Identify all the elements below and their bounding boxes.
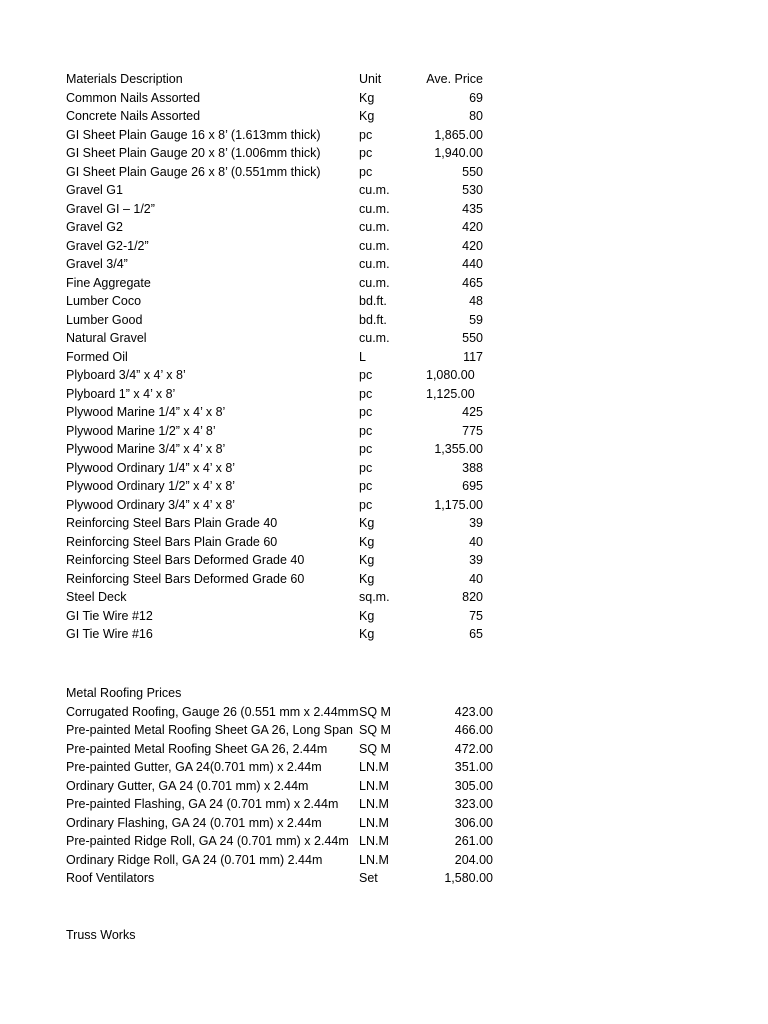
item-unit: LN.M — [359, 815, 389, 830]
item-unit: pc — [359, 423, 373, 438]
item-price: 1,865.00 — [434, 127, 483, 142]
item-price: 472.00 — [454, 741, 493, 756]
item-description: Pre-painted Ridge Roll, GA 24 (0.701 mm) x 2.44m — [66, 834, 349, 848]
item-unit: SQ M — [359, 723, 391, 737]
item-description: Plywood Ordinary 1/2” x 4’ x 8’ — [66, 479, 236, 493]
item-description: Ordinary Flashing, GA 24 (0.701 mm) x 2.44m — [66, 815, 322, 830]
table-row — [66, 181, 483, 200]
item-unit: pc — [359, 127, 373, 142]
table-row — [66, 440, 483, 459]
item-description: Pre-painted Flashing, GA 24 (0.701 mm) x 2.44m — [66, 797, 339, 811]
item-price: 306.00 — [454, 815, 493, 830]
table-row — [66, 385, 483, 404]
item-price: 39 — [469, 516, 483, 530]
table-row — [66, 274, 483, 293]
item-unit: cu.m. — [359, 220, 390, 234]
item-price: 1,580.00 — [444, 871, 493, 885]
item-unit: bd.ft. — [359, 312, 387, 327]
item-description: Plyboard 1” x 4’ x 8’ — [66, 386, 176, 401]
table-row — [66, 832, 493, 851]
item-description: Gravel G2-1/2” — [66, 238, 149, 253]
table-row — [66, 740, 493, 759]
item-price: 440 — [462, 257, 483, 271]
item-unit: pc — [359, 497, 373, 512]
table-row — [66, 625, 483, 644]
table-row — [66, 126, 483, 145]
header-price: Ave. Price — [426, 72, 483, 86]
item-description: Lumber Good — [66, 312, 143, 327]
truss-title-row — [66, 926, 506, 945]
roofing-title-row — [66, 684, 493, 703]
item-price: 1,355.00 — [434, 442, 483, 456]
item-price: 40 — [469, 571, 483, 586]
item-price: 435 — [462, 201, 483, 216]
table-row — [66, 107, 483, 126]
item-description: Pre-painted Metal Roofing Sheet GA 26, Long Span — [66, 723, 353, 737]
item-description: Ordinary Gutter, GA 24 (0.701 mm) x 2.44m — [66, 778, 309, 793]
materials-table — [66, 70, 483, 644]
item-unit: Kg — [359, 553, 375, 567]
item-description: Common Nails Assorted — [66, 90, 201, 105]
item-price: 80 — [469, 109, 483, 123]
item-price: 69 — [469, 90, 483, 105]
table-row — [66, 533, 483, 552]
item-unit: cu.m. — [359, 238, 390, 253]
item-description: Pre-painted Metal Roofing Sheet GA 26, 2.44m — [66, 741, 328, 756]
item-price: 48 — [469, 294, 483, 308]
item-description: Reinforcing Steel Bars Plain Grade 60 — [66, 534, 278, 549]
item-description: Fine Aggregate — [66, 275, 151, 290]
materials-header-row — [66, 70, 483, 89]
item-price: 465 — [462, 275, 483, 290]
table-row — [66, 200, 483, 219]
item-price: 65 — [469, 627, 483, 641]
item-unit: Kg — [359, 534, 375, 549]
item-description: GI Tie Wire #12 — [66, 608, 153, 623]
item-price: 39 — [469, 553, 483, 567]
item-description: Plywood Ordinary 3/4” x 4’ x 8’ — [66, 497, 236, 512]
table-row — [66, 851, 493, 870]
table-row — [66, 89, 483, 108]
table-row — [66, 777, 493, 796]
item-price: 75 — [469, 608, 483, 623]
item-description: GI Sheet Plain Gauge 16 x 8’ (1.613mm thick) — [66, 127, 321, 142]
item-price: 305.00 — [454, 778, 493, 793]
item-unit: cu.m. — [359, 201, 390, 216]
item-description: Plyboard 3/4” x 4’ x 8’ — [66, 368, 186, 382]
item-unit: pc — [359, 386, 373, 401]
item-unit: Kg — [359, 109, 375, 123]
table-row — [66, 814, 493, 833]
item-unit: pc — [359, 442, 373, 456]
item-unit: pc — [359, 405, 373, 419]
item-description: Reinforcing Steel Bars Deformed Grade 40 — [66, 553, 305, 567]
item-price: 423.00 — [454, 704, 493, 719]
item-price: 40 — [469, 534, 483, 549]
item-price: 466.00 — [454, 723, 493, 737]
table-row — [66, 255, 483, 274]
item-description: Gravel GI – 1/2” — [66, 201, 155, 216]
table-row — [66, 588, 483, 607]
item-description: Steel Deck — [66, 590, 127, 604]
item-description: Plywood Marine 3/4” x 4’ x 8’ — [66, 442, 226, 456]
table-row — [66, 422, 483, 441]
item-unit: Kg — [359, 90, 375, 105]
item-unit: bd.ft. — [359, 294, 387, 308]
item-unit: LN.M — [359, 778, 389, 793]
item-unit: pc — [359, 146, 373, 160]
table-row — [66, 703, 493, 722]
item-unit: LN.M — [359, 852, 389, 867]
item-description: Gravel G2 — [66, 220, 123, 234]
table-row — [66, 551, 483, 570]
table-row — [66, 163, 483, 182]
item-description: Gravel G1 — [66, 183, 123, 197]
roofing-rows — [66, 703, 493, 888]
table-row — [66, 348, 483, 367]
item-price: 425 — [462, 405, 483, 419]
table-row — [66, 329, 483, 348]
header-unit: Unit — [359, 72, 382, 86]
table-row — [66, 477, 483, 496]
item-price: 261.00 — [454, 834, 493, 848]
item-description: Concrete Nails Assorted — [66, 109, 201, 123]
item-unit: LN.M — [359, 797, 389, 811]
item-unit: pc — [359, 164, 373, 179]
item-unit: pc — [359, 460, 373, 475]
materials-rows — [66, 89, 483, 644]
item-description: GI Sheet Plain Gauge 20 x 8’ (1.006mm thick) — [66, 146, 321, 160]
table-row — [66, 514, 483, 533]
item-unit: Kg — [359, 608, 375, 623]
item-unit: pc — [359, 368, 373, 382]
item-unit: cu.m. — [359, 257, 390, 271]
item-description: Plywood Ordinary 1/4” x 4’ x 8’ — [66, 460, 236, 475]
truss-section — [66, 926, 506, 945]
item-description: Roof Ventilators — [66, 871, 155, 885]
item-unit: Kg — [359, 516, 375, 530]
item-price: 351.00 — [454, 760, 493, 774]
item-unit: Kg — [359, 627, 375, 641]
item-price: 1,175.00 — [434, 497, 483, 512]
roofing-title: Metal Roofing Prices — [66, 686, 182, 700]
truss-title: Truss Works — [66, 928, 136, 942]
item-description: Gravel 3/4” — [66, 257, 128, 271]
item-price: 420 — [462, 238, 483, 253]
item-price: 59 — [469, 312, 483, 327]
item-description: Reinforcing Steel Bars Deformed Grade 60 — [66, 571, 305, 586]
item-price: 1,125.00 — [426, 386, 475, 401]
table-row — [66, 366, 483, 385]
item-description: Plywood Marine 1/2” x 4’ 8’ — [66, 423, 216, 438]
item-description: Lumber Coco — [66, 294, 142, 308]
item-price: 1,080.00 — [426, 368, 475, 382]
item-unit: LN.M — [359, 760, 389, 774]
item-price: 1,940.00 — [434, 146, 483, 160]
item-price: 530 — [462, 183, 483, 197]
table-row — [66, 144, 483, 163]
item-unit: Kg — [359, 571, 375, 586]
item-unit: Set — [359, 871, 378, 885]
item-description: GI Tie Wire #16 — [66, 627, 153, 641]
item-description: Pre-painted Gutter, GA 24(0.701 mm) x 2.44m — [66, 760, 322, 774]
item-description: Ordinary Ridge Roll, GA 24 (0.701 mm) 2.44m — [66, 852, 323, 867]
item-price: 388 — [462, 460, 483, 475]
item-unit: cu.m. — [359, 275, 390, 290]
table-row — [66, 570, 483, 589]
table-row — [66, 496, 483, 515]
item-unit: SQ M — [359, 741, 391, 756]
table-row — [66, 311, 483, 330]
item-price: 820 — [462, 590, 483, 604]
item-price: 695 — [462, 479, 483, 493]
item-unit: L — [359, 349, 366, 364]
header-description: Materials Description — [66, 72, 183, 86]
item-price: 204.00 — [454, 852, 493, 867]
item-description: Natural Gravel — [66, 331, 147, 345]
table-row — [66, 607, 483, 626]
table-row — [66, 869, 493, 888]
item-description: Corrugated Roofing, Gauge 26 (0.551 mm x 2.44mm — [66, 704, 359, 719]
item-unit: SQ M — [359, 704, 391, 719]
table-row — [66, 292, 483, 311]
table-row — [66, 721, 493, 740]
item-unit: pc — [359, 479, 373, 493]
table-row — [66, 403, 483, 422]
item-description: Reinforcing Steel Bars Plain Grade 40 — [66, 516, 278, 530]
item-unit: cu.m. — [359, 183, 390, 197]
item-description: Formed Oil — [66, 349, 128, 364]
table-row — [66, 758, 493, 777]
item-description: GI Sheet Plain Gauge 26 x 8’ (0.551mm thick) — [66, 164, 321, 179]
roofing-table — [66, 684, 493, 888]
item-unit: sq.m. — [359, 590, 390, 604]
table-row — [66, 218, 483, 237]
item-unit: cu.m. — [359, 331, 390, 345]
item-unit: LN.M — [359, 834, 389, 848]
item-price: 420 — [462, 220, 483, 234]
item-price: 550 — [462, 331, 483, 345]
item-price: 775 — [462, 423, 483, 438]
item-price: 117 — [463, 349, 483, 364]
table-row — [66, 459, 483, 478]
table-row — [66, 237, 483, 256]
item-description: Plywood Marine 1/4” x 4’ x 8’ — [66, 405, 226, 419]
item-price: 323.00 — [454, 797, 493, 811]
item-price: 550 — [462, 164, 483, 179]
table-row — [66, 795, 493, 814]
